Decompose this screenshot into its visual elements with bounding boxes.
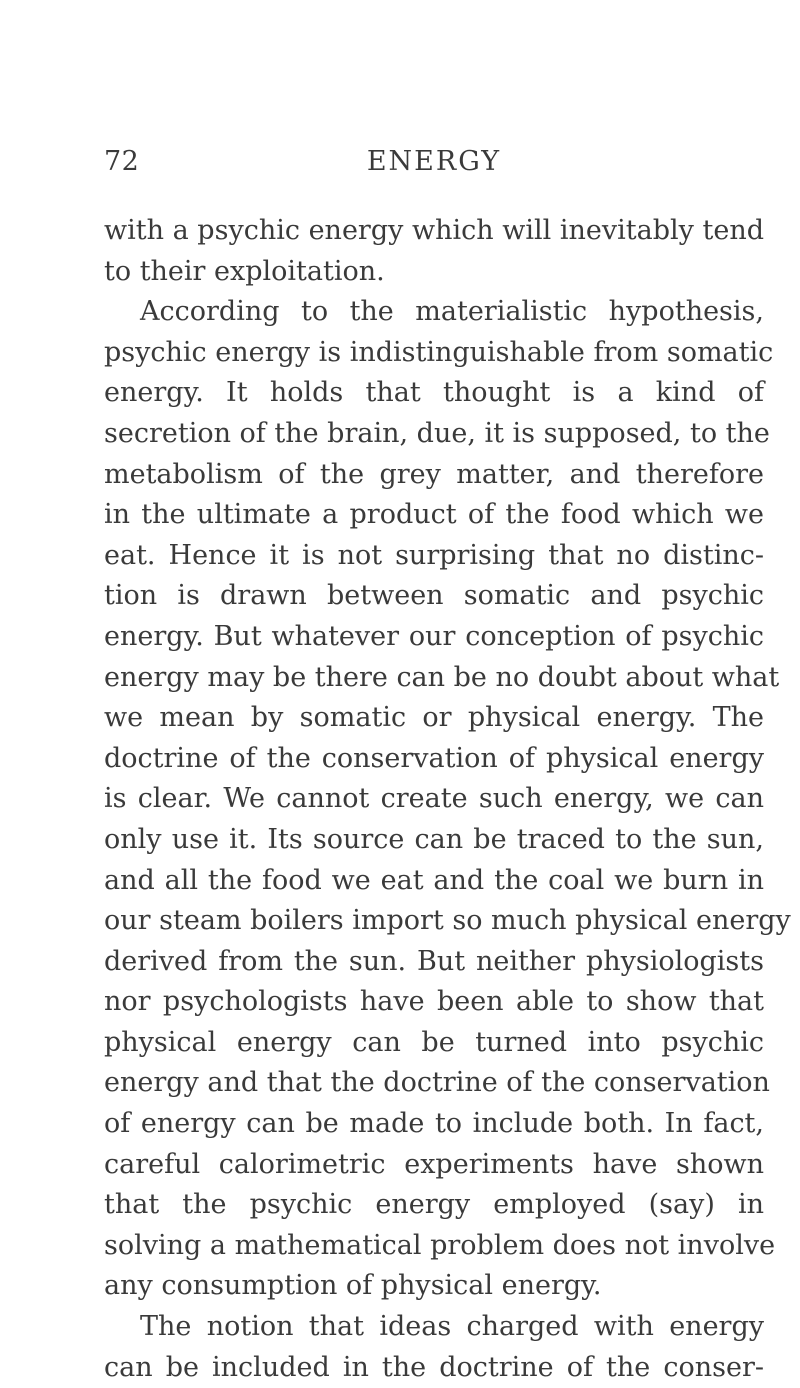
text-line: careful calorimetric experiments have shown bbox=[104, 1148, 764, 1180]
text-line: energy may be there can be no doubt about what bbox=[104, 661, 780, 693]
text-line: energy. It holds that thought is a kind of bbox=[104, 377, 764, 409]
text-line: tion is drawn between somatic and psychic bbox=[104, 580, 764, 612]
text-line: that the psychic energy employed (say) in bbox=[104, 1189, 764, 1221]
text-line: physical energy can be turned into psychic bbox=[104, 1026, 764, 1058]
text-line: and all the food we eat and the coal we burn in bbox=[104, 864, 764, 896]
text-line: eat. Hence it is not surprising that no distinc- bbox=[104, 539, 764, 571]
text-line: energy and that the doctrine of the conservation bbox=[104, 1067, 770, 1099]
text-line: solving a mathematical problem does not involve bbox=[104, 1229, 776, 1261]
text-line: only use it. Its source can be traced to the sun, bbox=[104, 823, 764, 855]
text-line: we mean by somatic or physical energy. The bbox=[104, 702, 764, 734]
text-line: in the ultimate a product of the food which we bbox=[104, 499, 764, 531]
text-line: The notion that ideas charged with energy bbox=[140, 1311, 764, 1343]
text-line: energy. But whatever our conception of psychic bbox=[104, 620, 764, 652]
body-text bbox=[104, 211, 791, 1388]
text-line: can be included in the doctrine of the conser- bbox=[104, 1351, 764, 1383]
text-line: of energy can be made to include both. In fact, bbox=[104, 1108, 764, 1140]
text-line: nor psychologists have been able to show that bbox=[104, 986, 764, 1018]
running-head bbox=[104, 146, 764, 186]
text-line: derived from the sun. But neither physiologists bbox=[104, 945, 764, 977]
text-line: is clear. We cannot create such energy, we can bbox=[104, 783, 764, 815]
running-title: ENERGY bbox=[366, 146, 502, 177]
page-number: 72 bbox=[104, 146, 140, 177]
text-line: According to the materialistic hypothesis, bbox=[140, 296, 764, 328]
text-line: metabolism of the grey matter, and therefore bbox=[104, 458, 764, 490]
text-line: any consumption of physical energy. bbox=[104, 1270, 602, 1302]
text-line: to their exploitation. bbox=[104, 255, 385, 287]
text-line: doctrine of the conservation of physical energy bbox=[104, 742, 764, 774]
text-line: psychic energy is indistinguishable from somatic bbox=[104, 336, 774, 368]
text-line: our steam boilers import so much physical energy bbox=[104, 905, 791, 937]
text-line: with a psychic energy which will inevitably tend bbox=[104, 215, 764, 246]
text-line: secretion of the brain, due, it is supposed, to the bbox=[104, 417, 770, 449]
